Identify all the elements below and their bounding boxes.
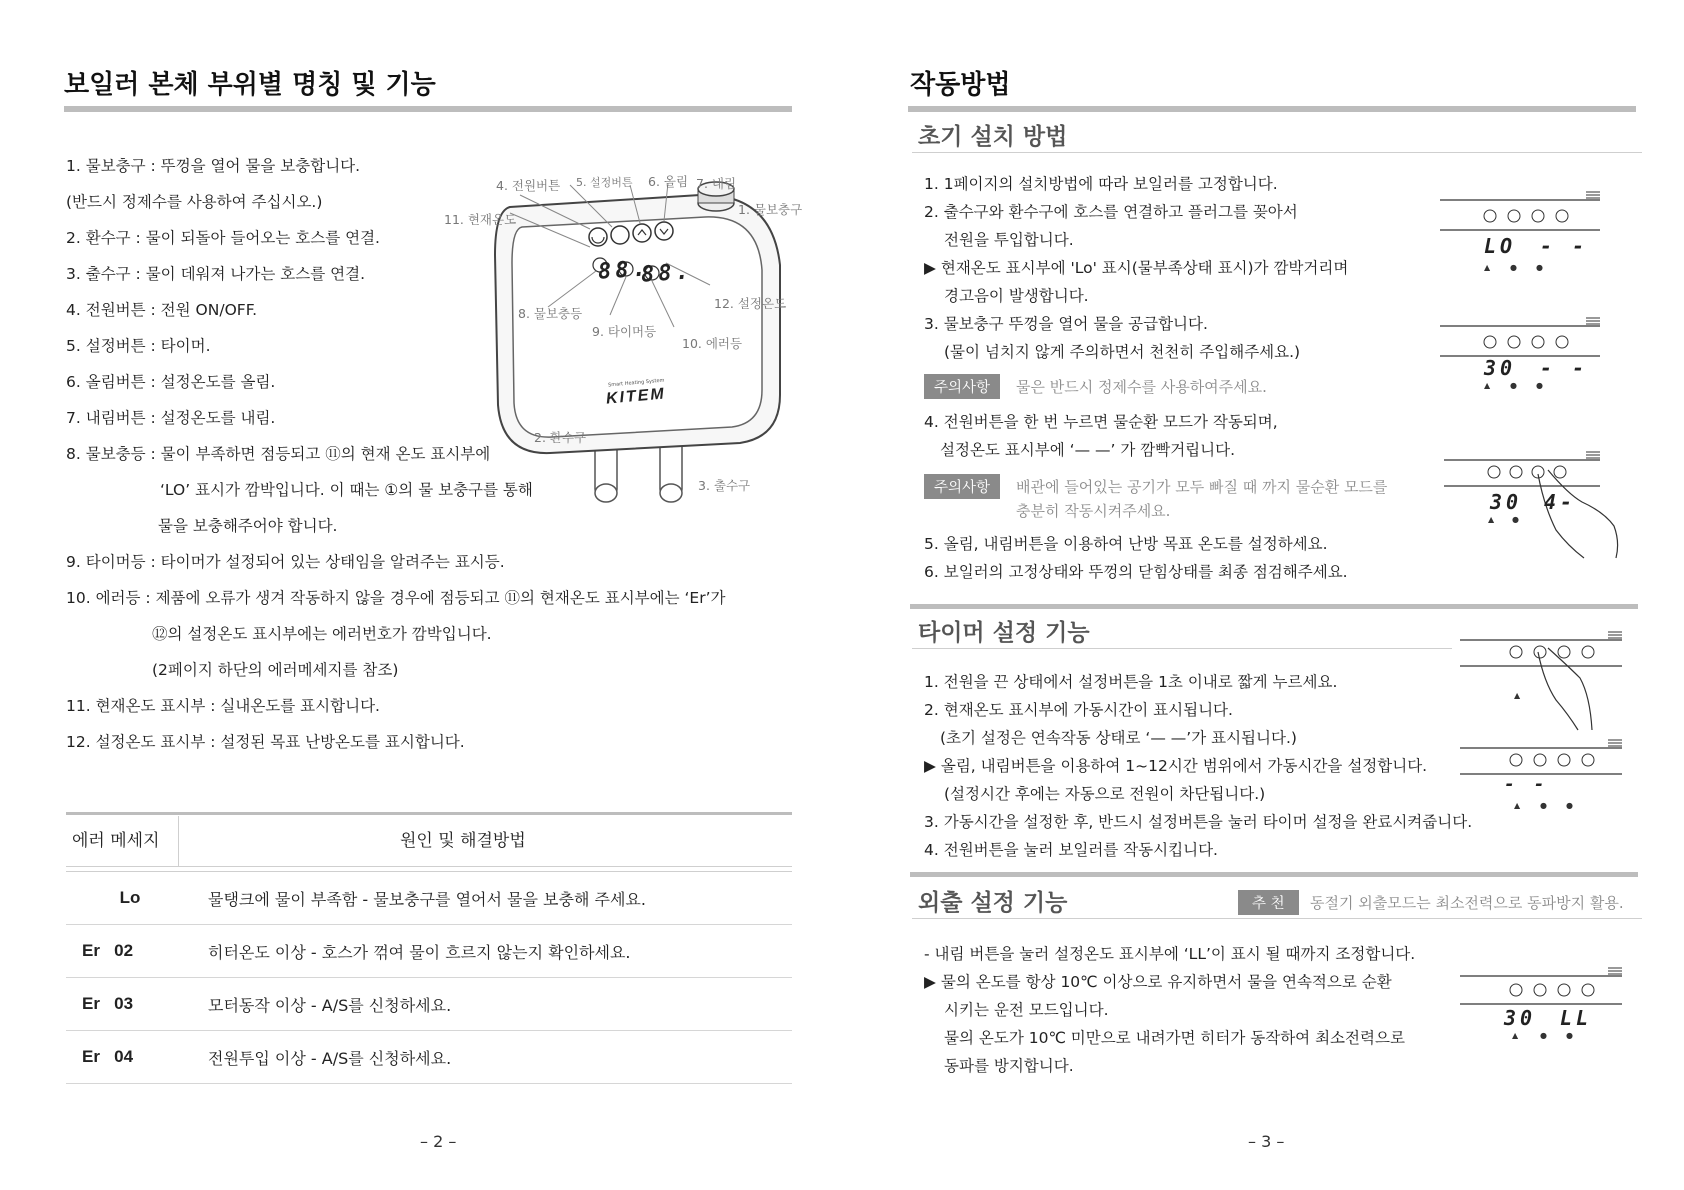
timer-step: (설정시간 후에는 자동으로 전원이 차단됩니다.) [944, 785, 1266, 803]
hand-icon [1538, 470, 1618, 558]
svg-text:●: ● [1512, 515, 1519, 524]
table-row [66, 1031, 792, 1084]
list-item: 6. 올림버튼 : 설정온도를 올림. [66, 373, 276, 391]
table-row [66, 872, 792, 925]
caution-badge: 주의사항 [924, 374, 1000, 399]
caution-badge: 주의사항 [924, 474, 1000, 499]
list-item: 4. 전원버튼 : 전원 ON/OFF. [66, 301, 258, 319]
timer-step: 2. 현재온도 표시부에 가동시간이 표시됩니다. [924, 701, 1233, 719]
list-item: 5. 설정버튼 : 타이머. [66, 337, 211, 355]
panel-right-readout: - - [1540, 234, 1589, 258]
table-row [66, 925, 792, 978]
install-step: 1. 1페이지의 설치방법에 따라 보일러를 고정합니다. [924, 175, 1278, 193]
svg-text:▲: ▲ [1512, 1031, 1519, 1040]
page-number-left: – 2 – [420, 1132, 457, 1151]
panel-left-readout: 30 [1490, 490, 1523, 514]
caution-text: 배관에 들어있는 공기가 모두 빠질 때 까지 물순환 모드를 [1016, 478, 1388, 496]
panel-diagram [1440, 186, 1600, 276]
list-item: 12. 설정온도 표시부 : 설정된 목표 난방온도를 표시합니다. [66, 733, 465, 751]
timer-step: 1. 전원을 끈 상태에서 설정버튼을 1초 이내로 짧게 누르세요. [924, 673, 1338, 691]
list-item: 10. 에러등 : 제품에 오류가 생겨 작동하지 않을 경우에 점등되고 ⑪의 현재온도 표시부에는 ‘Er’가 [66, 589, 726, 607]
error-desc: 히터온도 이상 - 호스가 꺾여 물이 흐르지 않는지 확인하세요. [208, 942, 631, 962]
table-header-desc: 원인 및 해결방법 [400, 831, 526, 851]
install-step: 4. 전원버튼을 한 번 누르면 물순환 모드가 작동되며, [924, 413, 1278, 431]
install-step: 경고음이 발생합니다. [944, 287, 1089, 305]
table-header-divider [178, 816, 179, 866]
install-step: 6. 보일러의 고정상태와 뚜껑의 닫힘상태를 최종 점검해주세요. [924, 563, 1348, 581]
timer-step: ▶ 올림, 내림버튼을 이용하여 1~12시간 범위에서 가동시간을 설정합니다. [924, 757, 1428, 775]
error-code: Lo [119, 888, 141, 907]
away-line: 물의 온도가 10℃ 미만으로 내려가면 히터가 동작하여 최소전력으로 [944, 1029, 1405, 1047]
section-rule [912, 152, 1642, 153]
list-item: ‘LO’ 표시가 깜박입니다. 이 때는 ①의 물 보충구를 통해 [160, 481, 533, 499]
svg-text:●: ● [1536, 263, 1543, 272]
list-item: 1. 물보충구 : 뚜껑을 열어 물을 보충합니다. [66, 157, 361, 175]
label-current-temp: 11. 현재온도 [444, 212, 517, 227]
install-step: ▶ 현재온도 표시부에 'Lo' 표시(물부족상태 표시)가 깜박거리며 [924, 259, 1349, 277]
list-item: 2. 환수구 : 물이 되돌아 들어오는 호스를 연결. [66, 229, 380, 247]
away-line: 시키는 운전 모드입니다. [944, 1001, 1109, 1019]
label-down-button: 7. 내림 [696, 176, 737, 191]
error-desc: 물탱크에 물이 부족함 - 물보충구를 열어서 물을 보충해 주세요. [208, 889, 646, 909]
set-temp-display: 88. [640, 259, 694, 288]
error-code: Er 02 [82, 941, 134, 960]
brand-logo: KITEM [605, 385, 667, 408]
panel-left-readout: 30 [1484, 356, 1517, 380]
label-fill-port: 1. 물보충구 [738, 202, 803, 217]
svg-text:▲: ▲ [1484, 263, 1491, 272]
svg-text:▲: ▲ [1514, 801, 1521, 810]
recommend-text: 동절기 외출모드는 최소전력으로 동파방지 활용. [1310, 894, 1624, 912]
away-line: - 내림 버튼을 눌러 설정온도 표시부에 ‘LL’이 표시 될 때까지 조정합니다. [924, 945, 1416, 963]
list-item: 3. 출수구 : 물이 데워져 나가는 호스를 연결. [66, 265, 365, 283]
away-line: 동파를 방지합니다. [944, 1057, 1074, 1075]
title-rule-right [908, 106, 1636, 112]
list-item: (반드시 정제수를 사용하여 주십시오.) [66, 193, 323, 211]
label-power-button: 4. 전원버튼 [496, 178, 561, 193]
panel-left-readout: 30 [1504, 1006, 1537, 1030]
away-line: ▶ 물의 온도를 항상 10℃ 이상으로 유지하면서 물을 연속적으로 순환 [924, 973, 1392, 991]
install-step: (물이 넘치지 않게 주의하면서 천천히 주입해주세요.) [944, 343, 1301, 361]
svg-text:●: ● [1536, 381, 1543, 390]
list-item: 물을 보충해주어야 합니다. [158, 517, 338, 535]
error-desc: 전원투입 이상 - A/S를 신청하세요. [208, 1048, 452, 1068]
svg-text:●: ● [1566, 1031, 1573, 1040]
label-timer-lamp: 9. 타이머등 [592, 324, 657, 339]
label-set-temp: 12. 설정온도 [714, 296, 787, 311]
list-item: ⑫의 설정온도 표시부에는 에러번호가 깜박입니다. [152, 625, 492, 643]
page-number-right: – 3 – [1248, 1132, 1285, 1151]
svg-text:▲: ▲ [1514, 691, 1521, 700]
timer-step: 4. 전원버튼을 눌러 보일러를 작동시킵니다. [924, 841, 1218, 859]
left-page-title: 보일러 본체 부위별 명칭 및 기능 [64, 70, 436, 100]
panel-right-readout: 4- [1544, 490, 1577, 514]
panel-right-readout: LL [1560, 1006, 1593, 1030]
svg-text:●: ● [1510, 263, 1517, 272]
list-item: 7. 내림버튼 : 설정온도를 내림. [66, 409, 276, 427]
error-code: Er 03 [82, 994, 134, 1013]
panel-diagram [1444, 446, 1624, 566]
svg-text:●: ● [1510, 381, 1517, 390]
table-header-rule [66, 866, 792, 867]
caution-text: 물은 반드시 정제수를 사용하여주세요. [1016, 378, 1267, 396]
list-item: 11. 현재온도 표시부 : 실내온도를 표시합니다. [66, 697, 380, 715]
section-rule [912, 918, 1642, 919]
panel-diagram [1440, 312, 1600, 392]
list-item: (2페이지 하단의 에러메세지를 참조) [152, 661, 399, 679]
section-rule-away [910, 872, 1638, 877]
panel-right-readout: - - [1540, 356, 1589, 380]
label-outlet-port: 3. 출수구 [698, 478, 751, 493]
panel-diagram [1460, 626, 1640, 736]
install-step: 전원을 투입합니다. [944, 231, 1074, 249]
label-water-lamp: 8. 물보충등 [518, 306, 583, 321]
timer-step: 3. 가동시간을 설정한 후, 반드시 설정버튼을 눌러 타이머 설정을 완료시켜줍니다. [924, 813, 1473, 831]
error-code: Er 04 [82, 1047, 134, 1066]
svg-text:▲: ▲ [1488, 515, 1495, 524]
section-heading-timer: 타이머 설정 기능 [918, 620, 1090, 646]
install-step: 2. 출수구와 환수구에 호스를 연결하고 플러그를 꽂아서 [924, 203, 1298, 221]
section-rule [912, 648, 1452, 649]
section-heading-install: 초기 설치 방법 [918, 124, 1068, 150]
panel-diagram [1460, 734, 1640, 814]
brand-subtitle: Smart Heating System [607, 377, 665, 389]
label-set-button: 5. 설정버튼 [576, 176, 633, 189]
current-temp-display: 88. [597, 256, 651, 285]
panel-left-readout: - - [1504, 774, 1549, 795]
install-step: 5. 올림, 내림버튼을 이용하여 난방 목표 온도를 설정하세요. [924, 535, 1328, 553]
hand-icon [1538, 648, 1592, 730]
section-rule-timer [910, 604, 1638, 609]
section-heading-away: 외출 설정 기능 [918, 890, 1068, 916]
table-top-rule [66, 812, 792, 815]
install-step: 3. 물보충구 뚜껑을 열어 물을 공급합니다. [924, 315, 1208, 333]
panel-diagram [1460, 962, 1640, 1042]
timer-step: (초기 설정은 연속작동 상태로 ‘— —’가 표시됩니다.) [940, 729, 1297, 747]
panel-left-readout: LO [1484, 234, 1517, 258]
error-desc: 모터동작 이상 - A/S를 신청하세요. [208, 995, 452, 1015]
title-rule [64, 106, 792, 112]
svg-text:●: ● [1540, 801, 1547, 810]
list-item: 9. 타이머등 : 타이머가 설정되어 있는 상태임을 알려주는 표시등. [66, 553, 505, 571]
label-error-lamp: 10. 에러등 [682, 336, 743, 351]
label-return-port: 2. 환수구 [534, 430, 587, 445]
list-item: 8. 물보충등 : 물이 부족하면 점등되고 ⑪의 현재 온도 표시부에 [66, 445, 491, 463]
caution-text: 충분히 작동시켜주세요. [1016, 502, 1171, 520]
svg-text:▲: ▲ [1484, 381, 1491, 390]
error-table [66, 872, 792, 1084]
svg-text:●: ● [1566, 801, 1573, 810]
right-page-title: 작동방법 [910, 70, 1011, 100]
table-header-code: 에러 메세지 [72, 831, 160, 851]
label-up-button: 6. 올림 [648, 174, 689, 189]
recommend-badge: 추 천 [1238, 890, 1299, 915]
svg-text:●: ● [1540, 1031, 1547, 1040]
install-step: 설정온도 표시부에 ‘— —’ 가 깜빡거립니다. [940, 441, 1236, 459]
table-row [66, 978, 792, 1031]
